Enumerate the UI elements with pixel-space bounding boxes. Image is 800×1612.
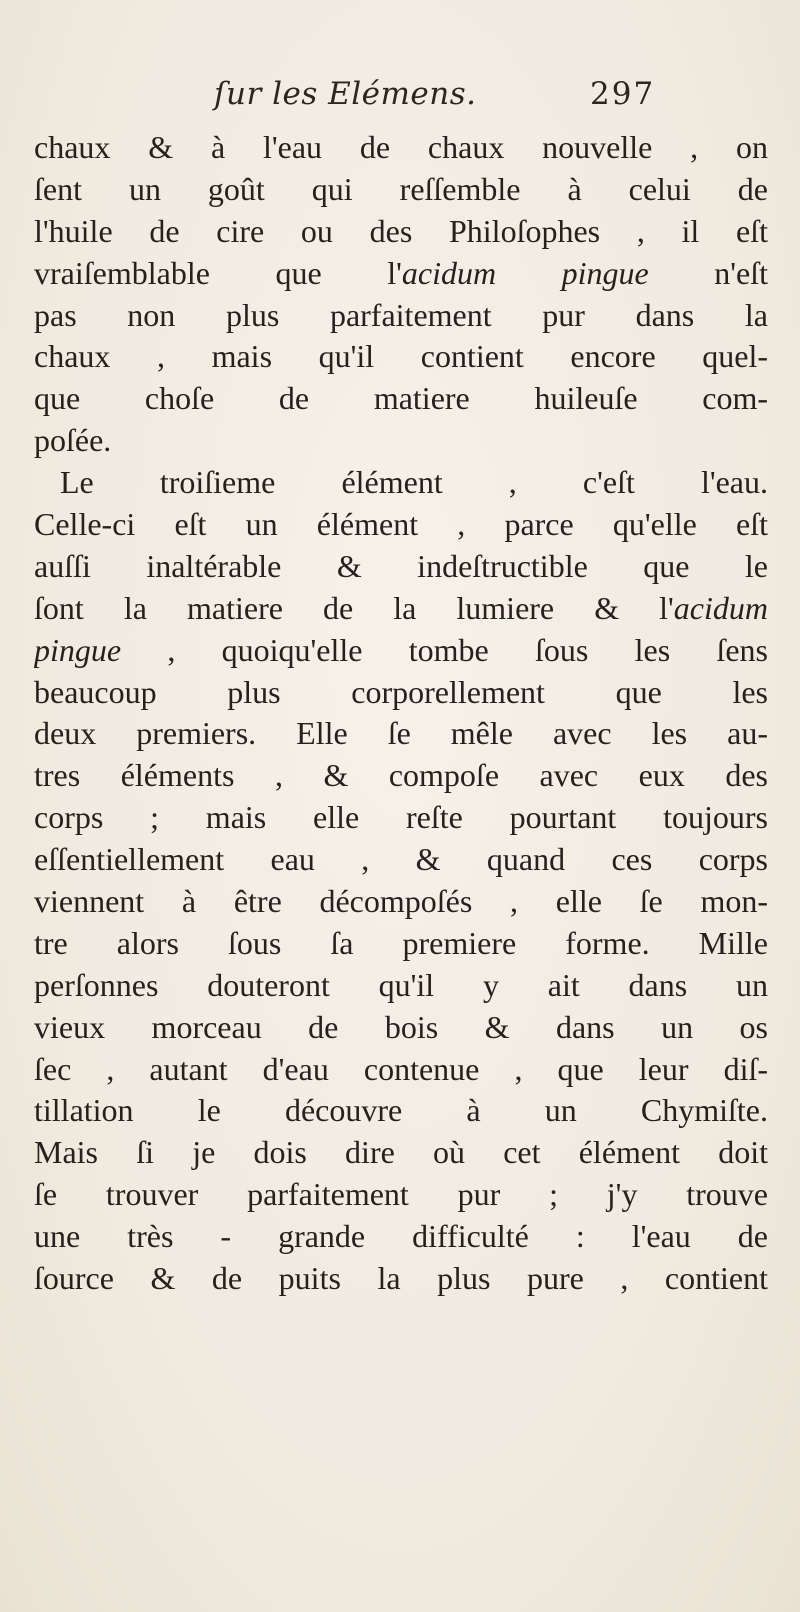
text-line: deux premiers. Elle ſe mêle avec les au- [34, 715, 768, 752]
text-line: une très - grande difficulté : l'eau de [34, 1218, 768, 1255]
text-line: ſent un goût qui reſſemble à celui de [34, 170, 768, 207]
text-line: perſonnes douteront qu'il y ait dans un [34, 966, 768, 1003]
text-line: eſſentiellement eau , & quand ces corps [34, 841, 768, 878]
italic-term: acidum [673, 589, 768, 626]
text-line: pingue , quoiqu'elle tombe ſous les ſens [34, 631, 768, 668]
text-line: tillation le découvre à un Chymiſte. [34, 1092, 768, 1129]
text-line: viennent à être décompoſés , elle ſe mon- [34, 883, 768, 920]
text-line: Celle-ci eſt un élément , parce qu'elle eſt [34, 506, 768, 543]
text-line: ſe trouver parfaitement pur ; j'y trouve [34, 1176, 768, 1213]
text-line: pas non plus parfaitement pur dans la [34, 296, 768, 333]
running-head [0, 76, 800, 126]
text-line: ſont la matiere de la lumiere & l'acidum [34, 589, 768, 626]
text-line: Mais ſi je dois dire où cet élément doit [34, 1134, 768, 1171]
text-line: ſource & de puits la plus pure , contient [34, 1260, 768, 1297]
italic-term: acidum pingue [401, 254, 649, 291]
text-line: que choſe de matiere huileuſe com- [34, 380, 768, 417]
paragraph-end-line: poſée. [34, 422, 112, 459]
running-title: ſur les Elémens. [214, 76, 477, 112]
text-line: chaux & à l'eau de chaux nouvelle , on [34, 129, 768, 165]
text-line: auſſi inaltérable & indeſtructible que le [34, 547, 768, 584]
text-line: beaucoup plus corporellement que les [34, 673, 768, 710]
paragraph-start-line: Le troiſieme élément , c'eſt l'eau. [60, 464, 768, 501]
text-line: ſec , autant d'eau contenue , que leur diſ- [34, 1050, 768, 1087]
body-text [34, 127, 768, 1300]
italic-term: pingue [34, 631, 122, 668]
text-line: chaux , mais qu'il contient encore quel- [34, 338, 768, 375]
text-line: vraiſemblable que l'acidum pingue n'eſt [34, 254, 768, 291]
page-number: 297 [590, 76, 656, 112]
text-line: vieux morceau de bois & dans un os [34, 1008, 768, 1045]
text-line: tres éléments , & compoſe avec eux des [34, 757, 768, 794]
text-line: tre alors ſous ſa premiere forme. Mille [34, 924, 768, 961]
text-line: corps ; mais elle reſte pourtant toujours [34, 799, 768, 836]
text-line: l'huile de cire ou des Philoſophes , il eſt [34, 212, 768, 249]
